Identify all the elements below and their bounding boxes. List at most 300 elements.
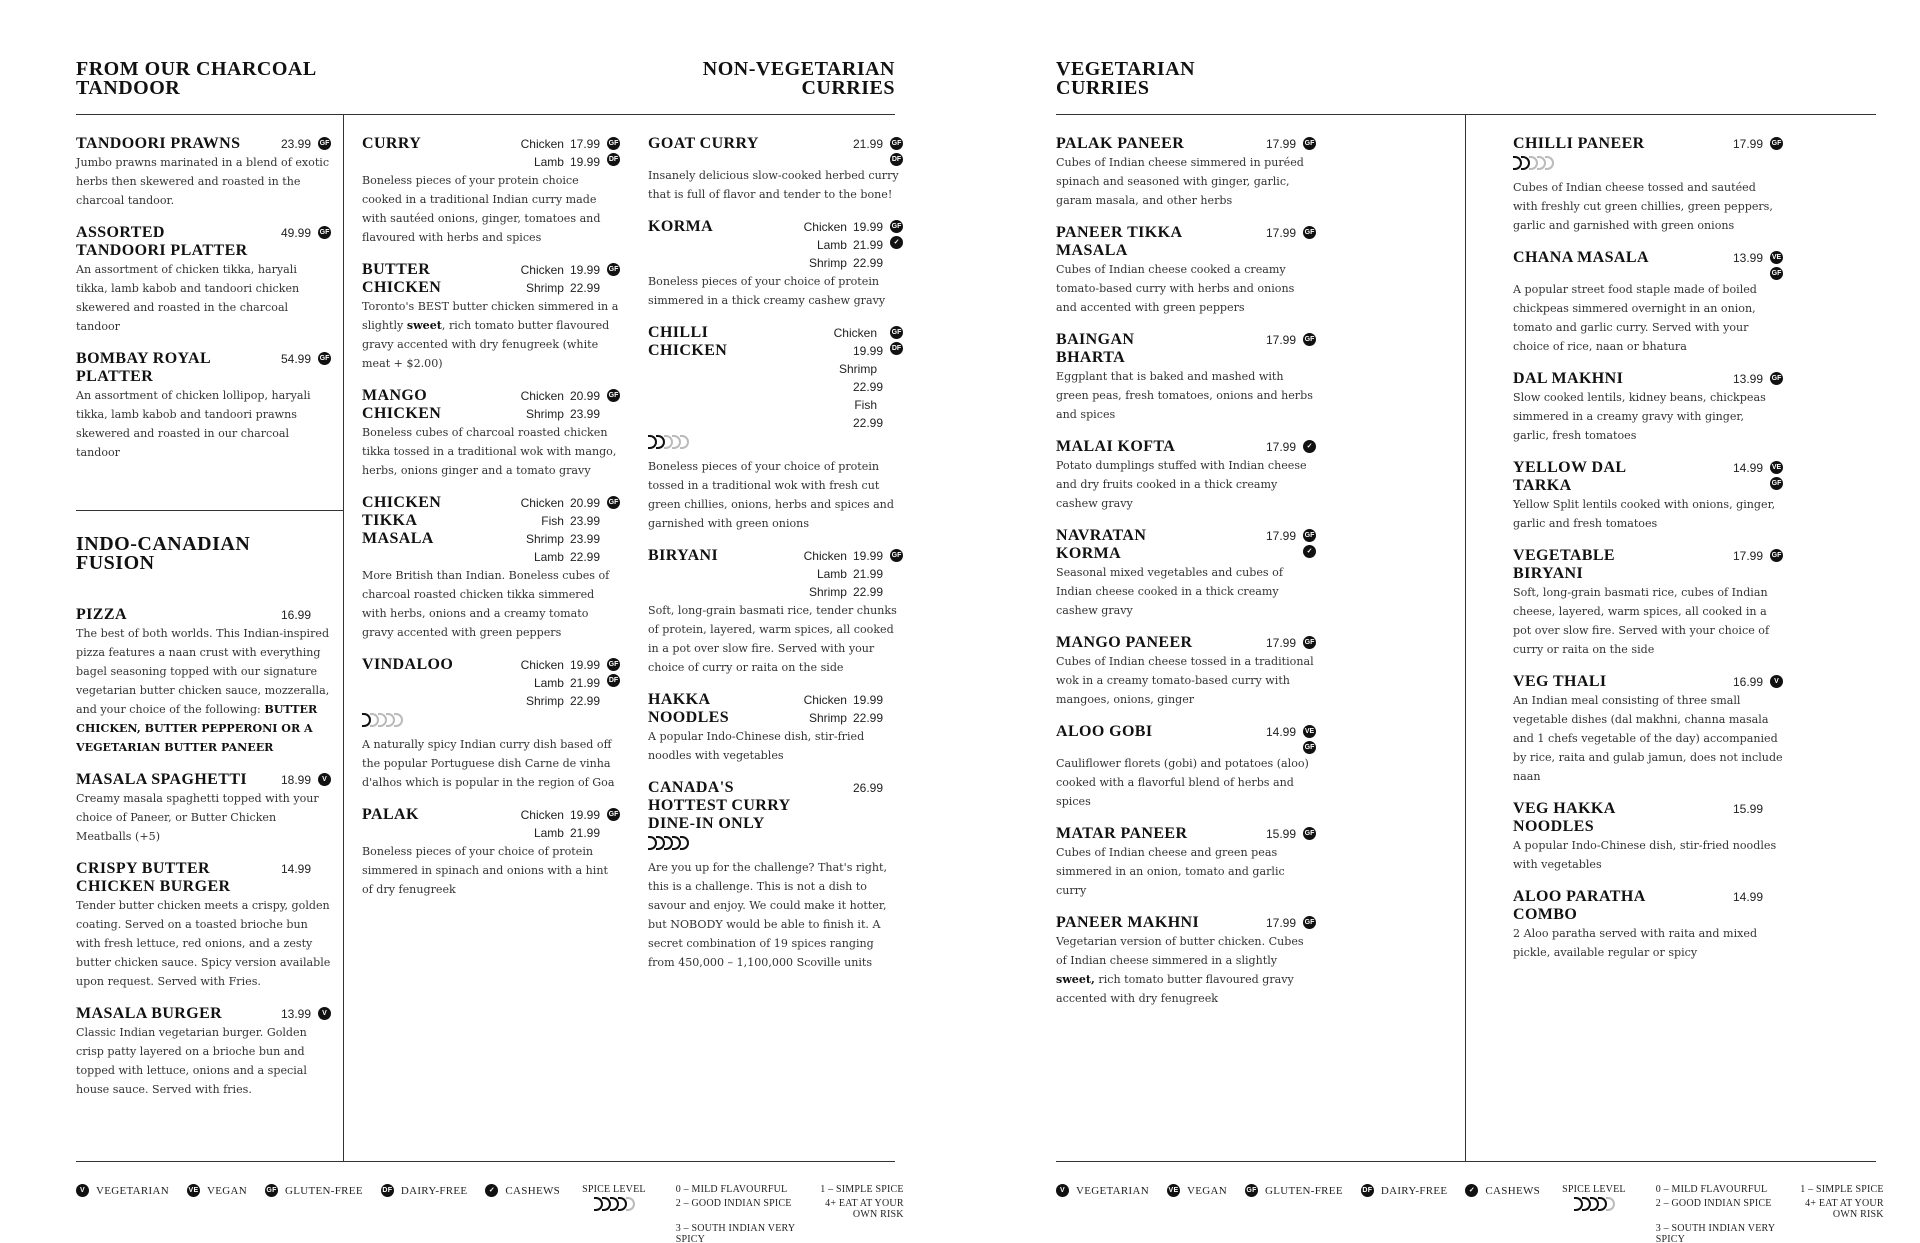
description-text: Soft, long-grain basmati rice, cubes of Indian cheese, layered, warm spices, all cooked in a pot over slow fire. Served with your choice of curry or raita on the side xyxy=(1513,586,1770,656)
spice-level-icon xyxy=(648,835,903,854)
menu-item-description xyxy=(362,297,620,373)
menu-item xyxy=(362,261,620,373)
menu-item-name: BOMBAY ROYAL PLATTER xyxy=(76,350,211,385)
legend-label: GLUTEN-FREE xyxy=(1265,1184,1343,1197)
price-line xyxy=(791,378,883,396)
menu-item-header xyxy=(1513,459,1783,495)
gluten-free-icon: GF xyxy=(318,352,331,365)
price-line xyxy=(492,279,600,297)
vegetarian-icon: V xyxy=(1770,675,1783,688)
spice-level-entry: 3 – SOUTH INDIAN VERY SPICY xyxy=(1655,1223,1775,1243)
section-title-veg: VEGETARIAN CURRIES xyxy=(1056,58,1196,99)
dietary-badges xyxy=(607,494,620,509)
price-line xyxy=(791,565,883,583)
menu-item xyxy=(1513,135,1783,235)
dietary-badges xyxy=(318,224,331,239)
price-list xyxy=(492,656,600,710)
menu-item-meta xyxy=(791,779,903,797)
price-label: Lamb xyxy=(816,567,847,581)
section-title-fusion: INDO-CANADIAN FUSION xyxy=(76,533,251,574)
menu-item-header xyxy=(1056,914,1316,932)
price-line xyxy=(791,218,883,236)
spice-level-icon xyxy=(1513,155,1783,174)
menu-item-meta xyxy=(1206,634,1316,652)
gluten-free-icon: GF xyxy=(1303,226,1316,239)
menu-item-header xyxy=(1513,800,1783,836)
description-text: Boneless pieces of your choice of protein tossed in a traditional wok with fresh cut green chillies, onions, herbs and spices and garnished with green onions xyxy=(648,460,894,530)
menu-item-price: 15.99 xyxy=(1732,802,1763,816)
menu-item xyxy=(362,135,620,247)
description-text: A popular Indo-Chinese dish, stir-fried noodles with vegetables xyxy=(648,730,865,762)
price-line xyxy=(492,494,600,512)
price-line xyxy=(791,583,883,601)
dietary-badges xyxy=(1303,914,1316,929)
menu-item-name: MATAR PANEER xyxy=(1056,825,1188,842)
menu-item-price: 22.99 xyxy=(569,550,600,564)
menu-item-name: PIZZA xyxy=(76,606,127,623)
menu-item xyxy=(362,494,620,642)
menu-item xyxy=(76,224,331,336)
section-title-tandoor: FROM OUR CHARCOAL TANDOOR xyxy=(76,58,316,99)
description-text: Insanely delicious slow-cooked herbed curry that is full of flavor and tender to the bone! xyxy=(648,169,899,201)
price-label: Lamb xyxy=(533,826,564,840)
price-list xyxy=(791,547,883,601)
menu-item-header xyxy=(1513,135,1783,153)
menu-item-name: ALOO PARATHA COMBO xyxy=(1513,888,1645,923)
menu-item-header xyxy=(362,261,620,297)
menu-item-price: 26.99 xyxy=(852,781,883,795)
price-line xyxy=(492,656,600,674)
veg-list-2 xyxy=(1513,135,1783,976)
menu-item-name: MALAI KOFTA xyxy=(1056,438,1176,455)
menu-item-header xyxy=(76,860,331,896)
menu-item-price: 17.99 xyxy=(1265,440,1296,454)
vegan-icon: VE xyxy=(187,1184,200,1197)
menu-item-description xyxy=(1056,843,1316,900)
legend-label: VEGETARIAN xyxy=(1076,1184,1149,1197)
menu-item-header xyxy=(1056,825,1316,843)
price-line xyxy=(791,254,883,272)
gluten-free-icon: GF xyxy=(607,808,620,821)
description-text: Seasonal mixed vegetables and cubes of Indian cheese cooked in a thick creamy cashew gravy xyxy=(1056,566,1283,617)
legend-label: VEGAN xyxy=(1187,1184,1227,1197)
menu-item-name: TANDOORI PRAWNS xyxy=(76,135,241,152)
menu-item xyxy=(1056,331,1316,424)
spice-level-icon xyxy=(1562,1197,1626,1214)
dietary-badges xyxy=(1303,224,1316,239)
menu-item-name: VEG HAKKA NOODLES xyxy=(1513,800,1615,835)
menu-item-name: MANGO PANEER xyxy=(1056,634,1193,651)
price-list xyxy=(791,324,883,432)
vegetarian-icon: V xyxy=(1056,1184,1069,1197)
price-line xyxy=(791,396,883,414)
menu-item-price: 19.99 xyxy=(569,155,600,169)
menu-item-meta xyxy=(791,324,903,432)
legend-label: VEGETARIAN xyxy=(96,1184,169,1197)
legend-item xyxy=(1465,1184,1540,1197)
menu-item-name: PALAK PANEER xyxy=(1056,135,1185,152)
legend-item xyxy=(76,1184,169,1197)
gluten-free-icon: GF xyxy=(1770,549,1783,562)
menu-item-meta xyxy=(1673,547,1783,565)
menu-item-meta xyxy=(492,806,620,842)
description-text: Classic Indian vegetarian burger. Golden crisp patty layered on a brioche bun and topped with lettuce, onions and a special house sauce. Served with fries. xyxy=(76,1026,307,1096)
spice-level-icon xyxy=(626,1197,635,1211)
spice-level-entry: 2 – GOOD INDIAN SPICE xyxy=(1655,1198,1772,1209)
gluten-free-icon: GF xyxy=(890,220,903,233)
gluten-free-icon: GF xyxy=(1303,333,1316,346)
dairy-free-icon: DF xyxy=(890,342,903,355)
dairy-free-icon: DF xyxy=(1361,1184,1374,1197)
gluten-free-icon: GF xyxy=(890,549,903,562)
menu-item-price: 14.99 xyxy=(1732,461,1763,475)
description-text: Toronto's BEST butter chicken simmered in a slightly xyxy=(362,300,619,332)
price-label: Chicken xyxy=(520,389,564,403)
menu-item-price: 19.99 xyxy=(852,549,883,563)
price-label: Chicken xyxy=(803,220,847,234)
description-text: A popular Indo-Chinese dish, stir-fried noodles with vegetables xyxy=(1513,839,1777,871)
menu-item-price: 17.99 xyxy=(1265,333,1296,347)
menu-item-price: 20.99 xyxy=(569,496,600,510)
menu-item xyxy=(648,779,903,972)
menu-item-description xyxy=(362,842,620,899)
dietary-badges xyxy=(1303,527,1316,558)
menu-item xyxy=(76,606,331,757)
dietary-badges xyxy=(890,779,903,781)
menu-item-meta xyxy=(791,135,903,166)
menu-item xyxy=(76,1005,331,1099)
menu-item-price: 20.99 xyxy=(569,389,600,403)
description-bold: BUTTER CHICKEN, BUTTER PEPPERONI OR A VEGETARIAN BUTTER PANEER xyxy=(76,703,318,754)
dietary-badges xyxy=(607,387,620,402)
menu-item-description xyxy=(1056,456,1316,513)
legend xyxy=(1056,1184,1906,1243)
menu-item-meta xyxy=(1673,249,1783,280)
dietary-badges xyxy=(318,771,331,786)
menu-item-name: VEGETABLE BIRYANI xyxy=(1513,547,1615,582)
spice-level-entry xyxy=(1794,1223,1884,1243)
description-bold: sweet, xyxy=(1056,973,1095,986)
price-label: Chicken xyxy=(803,693,847,707)
menu-item-header xyxy=(76,1005,331,1023)
gluten-free-icon: GF xyxy=(1770,267,1783,280)
price-label: Fish xyxy=(854,398,877,412)
description-text: Are you up for the challenge? That's right, this is a challenge. This is not a dish to savour and enjoy. We could make it hotter, but NOBODY would be able to finish it. A secret combination of 19 spices ranging from 450,000 – 1,100,000 Scoville units xyxy=(648,861,887,969)
divider xyxy=(76,114,895,115)
dietary-badges xyxy=(1770,459,1783,490)
menu-item-name: BAINGAN BHARTA xyxy=(1056,331,1135,366)
divider xyxy=(1465,114,1466,1162)
menu-item xyxy=(1513,800,1783,874)
description-text: Tender butter chicken meets a crispy, golden coating. Served on a toasted brioche bun with fresh lettuce, red onions, and a zesty butter chicken sauce. Spicy version available upon request. Served with Fries. xyxy=(76,899,331,988)
dietary-badges xyxy=(607,135,620,166)
spice-level-icon xyxy=(362,712,620,731)
menu-item-price: 13.99 xyxy=(1732,372,1763,386)
dietary-badges xyxy=(1770,249,1783,280)
legend-item xyxy=(1245,1184,1343,1197)
price-line xyxy=(492,692,600,710)
menu-item xyxy=(1056,914,1316,1008)
menu-item xyxy=(1513,547,1783,659)
gluten-free-icon: GF xyxy=(607,263,620,276)
menu-item-price: 21.99 xyxy=(852,137,883,151)
price-list xyxy=(492,387,600,423)
menu-item xyxy=(1513,888,1783,962)
price-line xyxy=(791,342,883,360)
menu-item-description xyxy=(648,457,903,533)
description-text: Boneless pieces of your choice of protein simmered in spinach and onions with a hint of dry fenugreek xyxy=(362,845,608,896)
price-label: Shrimp xyxy=(525,281,564,295)
menu-item xyxy=(648,691,903,765)
menu-item-name: CHILLI PANEER xyxy=(1513,135,1645,152)
menu-item xyxy=(76,350,331,462)
menu-item xyxy=(1056,634,1316,709)
menu-item-name: BUTTER CHICKEN xyxy=(362,261,442,296)
menu-item-name: MANGO CHICKEN xyxy=(362,387,442,422)
menu-item-description xyxy=(1513,178,1783,235)
menu-item xyxy=(1056,135,1316,210)
menu-item-description xyxy=(76,260,331,336)
menu-item-header xyxy=(362,494,620,566)
description-text: Boneless pieces of your choice of protein simmered in a thick creamy cashew gravy xyxy=(648,275,886,307)
gluten-free-icon: GF xyxy=(1303,916,1316,929)
menu-item-meta xyxy=(253,1005,331,1023)
dietary-badges xyxy=(1770,370,1783,385)
price-line xyxy=(791,779,883,797)
description-text: rich tomato butter flavoured gravy accented with dry fenugreek xyxy=(1056,973,1294,1005)
menu-item-price: 21.99 xyxy=(569,826,600,840)
price-line xyxy=(492,548,600,566)
menu-item-meta xyxy=(791,218,903,272)
vegan-icon: VE xyxy=(1167,1184,1180,1197)
menu-item xyxy=(1056,723,1316,811)
dietary-badges xyxy=(318,350,331,365)
price-line xyxy=(492,806,600,824)
menu-item-name: BIRYANI xyxy=(648,547,719,564)
menu-item-price: 18.99 xyxy=(280,773,311,787)
cashew-icon: ✓ xyxy=(1465,1184,1478,1197)
menu-item-price: 22.99 xyxy=(569,694,600,708)
menu-item-price: 21.99 xyxy=(852,567,883,581)
menu-item-price: 17.99 xyxy=(1265,916,1296,930)
menu-item-price: 23.99 xyxy=(569,532,600,546)
price-line xyxy=(492,512,600,530)
dietary-badges xyxy=(890,547,903,562)
menu-item-description xyxy=(1513,691,1783,786)
menu-item-header xyxy=(76,224,331,260)
price-line xyxy=(791,414,883,432)
divider xyxy=(1056,1161,1876,1162)
menu-item-header xyxy=(1513,547,1783,583)
menu-item-price: 19.99 xyxy=(569,263,600,277)
menu-item-meta xyxy=(253,135,331,153)
menu-item-name: CHICKEN TIKKA MASALA xyxy=(362,494,442,547)
gluten-free-icon: GF xyxy=(607,389,620,402)
legend-label: DAIRY-FREE xyxy=(1380,1184,1448,1197)
price-label: Lamb xyxy=(533,550,564,564)
menu-item-header xyxy=(362,387,620,423)
menu-item xyxy=(76,771,331,846)
price-line xyxy=(492,405,600,423)
menu-item-description xyxy=(1513,495,1783,533)
description-text: More British than Indian. Boneless cubes of charcoal roasted chicken tikka simmered with herbs, onions and a creamy tomato gravy accented with green peppers xyxy=(362,569,610,639)
menu-item xyxy=(648,547,903,677)
menu-item-description xyxy=(1056,754,1316,811)
menu-item-meta xyxy=(1206,224,1316,242)
price-line xyxy=(791,324,883,342)
price-line xyxy=(492,530,600,548)
menu-item-meta xyxy=(791,547,903,601)
cashew-icon: ✓ xyxy=(1303,545,1316,558)
menu-item-header xyxy=(76,771,331,789)
description-text: Cubes of Indian cheese tossed in a traditional wok in a creamy tomato-based curry with mangoes, onions, ginger xyxy=(1056,655,1314,706)
menu-item-meta xyxy=(253,224,331,242)
menu-item-header xyxy=(648,547,903,601)
legend-label: CASHEWS xyxy=(505,1184,561,1197)
menu-item-header xyxy=(1056,224,1316,260)
description-text: Soft, long-grain basmati rice, tender chunks of protein, layered, warm spices, all cooked in a pot over slow fire. Served with your choice of curry or raita on the side xyxy=(648,604,897,674)
spice-level-entry: 4+ EAT AT YOUR OWN RISK xyxy=(825,1198,904,1220)
menu-item-header xyxy=(648,779,903,833)
description-text: Cubes of Indian cheese cooked a creamy tomato-based curry with herbs and onions and accented with green peppers xyxy=(1056,263,1295,314)
nonveg-list-2 xyxy=(648,135,903,986)
description-text: Eggplant that is baked and mashed with green peas, fresh tomatoes, onions and herbs and spices xyxy=(1056,370,1313,421)
menu-item-description xyxy=(76,1023,331,1099)
price-label: Shrimp xyxy=(808,256,847,270)
gluten-free-icon: GF xyxy=(1303,741,1316,754)
price-line xyxy=(492,674,600,692)
description-text: A naturally spicy Indian curry dish based off the popular Portuguese dish Carne de vinha d'alhos which is popular in the region of Goa xyxy=(362,738,615,789)
menu-item-price: 17.99 xyxy=(1265,137,1296,151)
legend-item xyxy=(485,1184,560,1197)
menu-item-description xyxy=(1056,153,1316,210)
spice-levels xyxy=(1656,1184,1884,1243)
menu-item-meta xyxy=(1206,914,1316,932)
price-label: Shrimp xyxy=(525,407,564,421)
cashew-icon: ✓ xyxy=(1303,440,1316,453)
menu-item-name: CHILLI CHICKEN xyxy=(648,324,728,359)
legend-item xyxy=(1056,1184,1149,1197)
gluten-free-icon: GF xyxy=(607,658,620,671)
menu-item xyxy=(1513,459,1783,533)
legend-label: VEGAN xyxy=(207,1184,247,1197)
price-line xyxy=(791,360,883,378)
price-list xyxy=(791,779,883,797)
gluten-free-icon: GF xyxy=(607,496,620,509)
vegetarian-icon: V xyxy=(76,1184,89,1197)
menu-item-price: 22.99 xyxy=(852,585,883,599)
spice-level-entry: 0 – MILD FLAVOURFUL xyxy=(1655,1184,1768,1195)
dietary-badges xyxy=(1303,331,1316,346)
gluten-free-icon: GF xyxy=(1303,636,1316,649)
spice-level-entry: 4+ EAT AT YOUR OWN RISK xyxy=(1805,1198,1884,1220)
description-text: Cubes of Indian cheese and green peas simmered in an onion, tomato and garlic curry xyxy=(1056,846,1285,897)
menu-item-price: 19.99 xyxy=(569,808,600,822)
spice-level-icon xyxy=(680,435,689,449)
menu-item-price: 14.99 xyxy=(1732,890,1763,904)
price-label: Lamb xyxy=(533,155,564,169)
vegetarian-icon: V xyxy=(318,1007,331,1020)
menu-item-description xyxy=(1513,583,1783,659)
menu-item-header xyxy=(1056,135,1316,153)
section-title-nonveg: NON-VEGETARIAN CURRIES xyxy=(702,58,895,99)
dietary-badges xyxy=(607,656,620,687)
price-list xyxy=(492,806,600,842)
menu-item-price: 23.99 xyxy=(280,137,311,151)
menu-item-name: YELLOW DAL TARKA xyxy=(1513,459,1626,494)
menu-item-header xyxy=(648,218,903,272)
menu-item-description xyxy=(1056,563,1316,620)
menu-item-meta xyxy=(492,135,620,171)
gluten-free-icon: GF xyxy=(318,137,331,150)
legend-label: DAIRY-FREE xyxy=(400,1184,468,1197)
dairy-free-icon: DF xyxy=(890,153,903,166)
spice-level-icon xyxy=(1545,156,1554,170)
gluten-free-icon: GF xyxy=(607,137,620,150)
menu-item-meta xyxy=(1673,673,1783,691)
menu-item-description xyxy=(648,272,903,310)
menu-item xyxy=(1056,825,1316,900)
menu-item-name: DAL MAKHNI xyxy=(1513,370,1624,387)
menu-item-price: 49.99 xyxy=(280,226,311,240)
menu-item xyxy=(1513,249,1783,356)
price-label: Chicken xyxy=(520,496,564,510)
spice-level-icon xyxy=(648,434,903,453)
menu-item-price: 16.99 xyxy=(1732,675,1763,689)
spice-level-label: SPICE LEVEL xyxy=(1562,1184,1626,1195)
price-line xyxy=(791,691,883,709)
menu-item-description xyxy=(76,896,331,991)
dietary-badges xyxy=(1770,673,1783,688)
legend xyxy=(76,1184,926,1243)
price-line xyxy=(492,261,600,279)
price-label: Shrimp xyxy=(808,711,847,725)
menu-item-description xyxy=(1056,260,1316,317)
price-label: Fish xyxy=(541,514,564,528)
menu-item-meta xyxy=(492,656,620,710)
menu-item-price: 14.99 xyxy=(280,862,311,876)
menu-item-header xyxy=(1056,634,1316,652)
menu-item-price: 22.99 xyxy=(852,416,883,430)
menu-item-price: 17.99 xyxy=(569,137,600,151)
menu-item-price: 19.99 xyxy=(569,658,600,672)
spice-level-entry: 1 – SIMPLE SPICE xyxy=(1800,1184,1884,1195)
price-line xyxy=(791,709,883,727)
description-text: An assortment of chicken tikka, haryali tikka, lamb kabob and tandoori chicken skewered and roasted in the charcoal tandoor xyxy=(76,263,300,333)
description-text: 2 Aloo paratha served with raita and mixed pickle, available regular or spicy xyxy=(1513,927,1758,959)
menu-item-name: CURRY xyxy=(362,135,422,152)
menu-item-meta xyxy=(1673,370,1783,388)
price-line xyxy=(492,135,600,153)
gluten-free-icon: GF xyxy=(1770,137,1783,150)
dairy-free-icon: DF xyxy=(381,1184,394,1197)
description-text: Cauliflower florets (gobi) and potatoes (aloo) cooked with a flavorful blend of herbs and spices xyxy=(1056,757,1309,808)
dietary-badges xyxy=(1303,135,1316,150)
dietary-badges xyxy=(890,691,903,693)
menu-item-meta xyxy=(253,350,331,368)
menu-item-description xyxy=(76,624,331,757)
menu-item-price: 23.99 xyxy=(569,514,600,528)
menu-item-name: CANADA'S HOTTEST CURRY DINE-IN ONLY xyxy=(648,779,791,832)
menu-item-name: PALAK xyxy=(362,806,419,823)
menu-item xyxy=(648,135,903,204)
price-line xyxy=(492,387,600,405)
menu-item-header xyxy=(76,606,331,624)
menu-item-name: MASALA BURGER xyxy=(76,1005,223,1022)
legend-item xyxy=(1167,1184,1227,1197)
description-text: The best of both worlds. This Indian-inspired pizza features a naan crust with everything bagel seasoning topped with our signature vegetarian butter chicken sauce, mozzeralla, and your choice of the following: xyxy=(76,627,330,716)
price-list xyxy=(492,135,600,171)
